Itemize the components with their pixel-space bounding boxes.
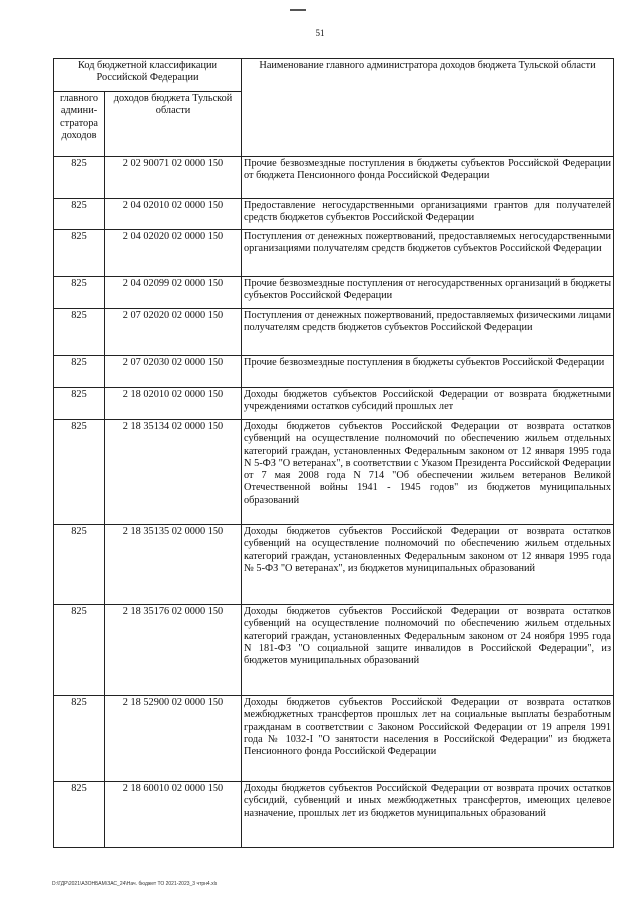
revenue-name-cell: Доходы бюджетов субъектов Российской Федерации от возврата прочих остатков субсидий, субвенций и иных межбюджетных трансфертов, имеющих целевое назначение, прошлых лет из бюджетов муниципальных образований <box>242 782 614 848</box>
table-row <box>54 696 614 782</box>
admin-code-cell: 825 <box>54 309 105 356</box>
table-row <box>54 230 614 277</box>
footer-file-path: D:\ГДР\2021\АЗОНБАМ\ЗАС_24\Нач. бюджет ТО 2021-2023_3 чтрн4.xls <box>52 881 218 887</box>
table-body <box>54 157 614 848</box>
revenue-name-cell: Доходы бюджетов субъектов Российской Федерации от возврата остатков субвенций на осуществление полномочий по обеспечению жильем отдельных категорий граждан, установленных Федеральным законом от 12 января 1995 года № 5-ФЗ "О ветеранах", из бюджетов муниципальных образований <box>242 525 614 605</box>
revenue-code-cell: 2 18 02010 02 0000 150 <box>105 388 242 420</box>
table-row <box>54 420 614 525</box>
admin-code-cell: 825 <box>54 782 105 848</box>
admin-code-cell: 825 <box>54 388 105 420</box>
revenue-name-cell: Доходы бюджетов субъектов Российской Федерации от возврата бюджетными учреждениями остатков субсидий прошлых лет <box>242 388 614 420</box>
table-row <box>54 782 614 848</box>
scan-mark <box>290 9 306 11</box>
table-row <box>54 525 614 605</box>
name-column-header: Наименование главного администратора доходов бюджета Тульской области <box>242 59 614 157</box>
admin-code-cell: 825 <box>54 420 105 525</box>
code-group-header: Код бюджетной классификации Российской Федерации <box>54 59 242 92</box>
revenue-name-cell: Поступления от денежных пожертвований, предоставляемых негосударственными организациями получателям средств бюджетов субъектов Российской Федерации <box>242 230 614 277</box>
revenue-code-cell: 2 18 35176 02 0000 150 <box>105 605 242 696</box>
page-number: 51 <box>315 28 325 38</box>
revenue-code-cell: 2 18 60010 02 0000 150 <box>105 782 242 848</box>
admin-code-cell: 825 <box>54 277 105 309</box>
revenue-column-header: доходов бюджета Тульской области <box>105 92 242 157</box>
admin-column-header: главного админи-стратора доходов <box>54 92 105 157</box>
revenue-code-cell: 2 04 02020 02 0000 150 <box>105 230 242 277</box>
admin-code-cell: 825 <box>54 605 105 696</box>
revenue-name-cell: Поступления от денежных пожертвований, предоставляемых физическими лицами получателям средств бюджетов субъектов Российской Федерации <box>242 309 614 356</box>
admin-code-cell: 825 <box>54 525 105 605</box>
revenue-name-cell: Предоставление негосударственными организациями грантов для получателей средств бюджетов субъектов Российской Федерации <box>242 199 614 230</box>
admin-code-cell: 825 <box>54 199 105 230</box>
admin-code-cell: 825 <box>54 696 105 782</box>
table-row <box>54 199 614 230</box>
table-row <box>54 309 614 356</box>
revenue-name-cell: Прочие безвозмездные поступления от негосударственных организаций в бюджеты субъектов Российской Федерации <box>242 277 614 309</box>
revenue-code-cell: 2 18 52900 02 0000 150 <box>105 696 242 782</box>
revenue-code-cell: 2 04 02099 02 0000 150 <box>105 277 242 309</box>
revenue-code-cell: 2 07 02030 02 0000 150 <box>105 356 242 388</box>
revenue-code-cell: 2 04 02010 02 0000 150 <box>105 199 242 230</box>
table-row <box>54 157 614 199</box>
table-row <box>54 605 614 696</box>
revenue-code-cell: 2 18 35135 02 0000 150 <box>105 525 242 605</box>
revenue-code-cell: 2 02 90071 02 0000 150 <box>105 157 242 199</box>
admin-code-cell: 825 <box>54 157 105 199</box>
revenue-code-table <box>53 58 614 848</box>
revenue-name-cell: Доходы бюджетов субъектов Российской Федерации от возврата остатков субвенций на осуществление полномочий по обеспечению жильем отдельных категорий граждан, установленных Федеральным законом от 12 января 1995 года N 5-ФЗ "О ветеранах", в соответствии с Указом Президента Российской Федерации от 7 мая 2008 года N 714 "Об обеспечении жильем ветеранов Великой Отечественной войны 1941 - 1945 годов" из бюджетов муниципальных образований <box>242 420 614 525</box>
revenue-code-cell: 2 07 02020 02 0000 150 <box>105 309 242 356</box>
table-row <box>54 388 614 420</box>
admin-code-cell: 825 <box>54 230 105 277</box>
revenue-name-cell: Доходы бюджетов субъектов Российской Федерации от возврата остатков межбюджетных трансфертов прошлых лет на социальные выплаты безработным гражданам в соответствии с Законом Российской Федерации от 19 апреля 1991 года № 1032-I "О занятости населения в Российской Федерации" из бюджета Пенсионного фонда Российской Федерации <box>242 696 614 782</box>
table-row <box>54 356 614 388</box>
admin-code-cell: 825 <box>54 356 105 388</box>
revenue-code-cell: 2 18 35134 02 0000 150 <box>105 420 242 525</box>
revenue-name-cell: Прочие безвозмездные поступления в бюджеты субъектов Российской Федерации от бюджета Пенсионного фонда Российской Федерации <box>242 157 614 199</box>
revenue-name-cell: Доходы бюджетов субъектов Российской Федерации от возврата остатков субвенций на осуществление полномочий по обеспечению жильем отдельных категорий граждан, установленных Федеральным законом от 24 ноября 1995 года N 181-ФЗ "О социальной защите инвалидов в Российской Федерации", из бюджетов муниципальных образований <box>242 605 614 696</box>
table-row <box>54 277 614 309</box>
revenue-name-cell: Прочие безвозмездные поступления в бюджеты субъектов Российской Федерации <box>242 356 614 388</box>
